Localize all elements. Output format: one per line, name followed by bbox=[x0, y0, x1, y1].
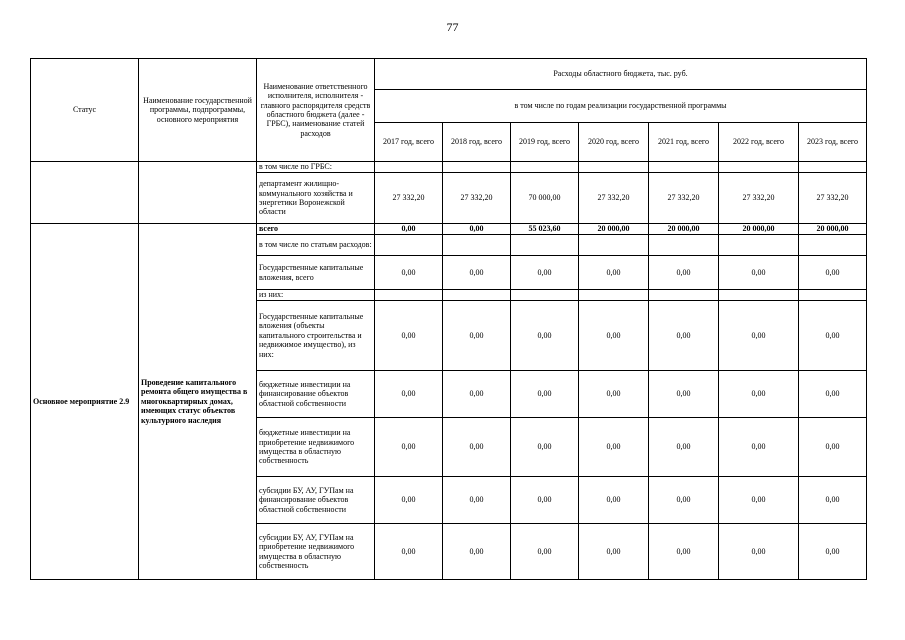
value-cell: 27 332,20 bbox=[579, 173, 649, 224]
value-cell: 27 332,20 bbox=[799, 173, 867, 224]
value-cell: 20 000,00 bbox=[579, 224, 649, 235]
header-year: 2019 год, всего bbox=[511, 123, 579, 162]
value-cell: 0,00 bbox=[443, 256, 511, 290]
value-cell bbox=[579, 290, 649, 301]
header-year: 2023 год, всего bbox=[799, 123, 867, 162]
value-cell: 0,00 bbox=[649, 301, 719, 371]
row-label: бюджетные инвестиции на финансирование объектов областной собственности bbox=[257, 371, 375, 418]
value-cell: 0,00 bbox=[375, 477, 443, 524]
value-cell bbox=[799, 162, 867, 173]
activity-name: Проведение капитального ремонта общего имущества в многоквартирных домах, имеющих статус объектов культурного наследия bbox=[139, 224, 257, 580]
header-year: 2021 год, всего bbox=[649, 123, 719, 162]
value-cell: 0,00 bbox=[511, 371, 579, 418]
value-cell: 0,00 bbox=[443, 418, 511, 477]
value-cell: 20 000,00 bbox=[719, 224, 799, 235]
value-cell: 0,00 bbox=[719, 477, 799, 524]
value-cell bbox=[719, 162, 799, 173]
activity-status: Основное мероприятие 2.9 bbox=[31, 224, 139, 580]
row-label: департамент жилищно-коммунального хозяйства и энергетики Воронежской области bbox=[257, 173, 375, 224]
value-cell: 0,00 bbox=[719, 418, 799, 477]
value-cell: 0,00 bbox=[799, 371, 867, 418]
value-cell bbox=[799, 290, 867, 301]
header-year: 2022 год, всего bbox=[719, 123, 799, 162]
value-cell: 0,00 bbox=[799, 301, 867, 371]
row-label: Государственные капитальные вложения (объекты капитального строительства и недвижимое имущество), из них: bbox=[257, 301, 375, 371]
header-by-years: в том числе по годам реализации государственной программы bbox=[375, 90, 867, 123]
value-cell: 0,00 bbox=[799, 477, 867, 524]
value-cell: 0,00 bbox=[511, 477, 579, 524]
header-status: Статус bbox=[31, 59, 139, 162]
value-cell: 0,00 bbox=[443, 524, 511, 580]
name-cell-empty bbox=[139, 162, 257, 224]
value-cell bbox=[579, 235, 649, 256]
header-expenses: Расходы областного бюджета, тыс. руб. bbox=[375, 59, 867, 90]
value-cell bbox=[443, 290, 511, 301]
page-number: 77 bbox=[446, 20, 459, 34]
value-cell: 0,00 bbox=[375, 256, 443, 290]
value-cell: 0,00 bbox=[649, 256, 719, 290]
value-cell bbox=[579, 162, 649, 173]
header-program-name: Наименование государственной программы, подпрограммы, основного мероприятия bbox=[139, 59, 257, 162]
value-cell: 20 000,00 bbox=[799, 224, 867, 235]
value-cell: 27 332,20 bbox=[719, 173, 799, 224]
value-cell: 0,00 bbox=[443, 477, 511, 524]
value-cell: 0,00 bbox=[443, 371, 511, 418]
value-cell: 0,00 bbox=[443, 224, 511, 235]
value-cell: 0,00 bbox=[799, 256, 867, 290]
row-label: Государственные капитальные вложения, всего bbox=[257, 256, 375, 290]
value-cell: 0,00 bbox=[375, 524, 443, 580]
value-cell bbox=[511, 162, 579, 173]
value-cell: 0,00 bbox=[443, 301, 511, 371]
value-cell: 27 332,20 bbox=[443, 173, 511, 224]
value-cell: 0,00 bbox=[719, 371, 799, 418]
value-cell: 70 000,00 bbox=[511, 173, 579, 224]
row-label: субсидии БУ, АУ, ГУПам на финансирование объектов областной собственности bbox=[257, 477, 375, 524]
value-cell bbox=[719, 290, 799, 301]
value-cell: 20 000,00 bbox=[649, 224, 719, 235]
value-cell: 0,00 bbox=[375, 224, 443, 235]
table-row-total bbox=[31, 224, 867, 235]
value-cell bbox=[649, 235, 719, 256]
value-cell bbox=[649, 290, 719, 301]
row-label: из них: bbox=[257, 290, 375, 301]
row-label: всего bbox=[257, 224, 375, 235]
value-cell bbox=[443, 235, 511, 256]
value-cell: 0,00 bbox=[375, 371, 443, 418]
header-executor: Наименование ответственного исполнителя, исполнителя - главного распорядителя средств областного бюджета (далее - ГРБС), наименование статей расходов bbox=[257, 59, 375, 162]
header-year: 2020 год, всего bbox=[579, 123, 649, 162]
row-label: в том числе по ГРБС: bbox=[257, 162, 375, 173]
value-cell: 0,00 bbox=[799, 418, 867, 477]
header-year: 2018 год, всего bbox=[443, 123, 511, 162]
value-cell bbox=[443, 162, 511, 173]
value-cell bbox=[799, 235, 867, 256]
value-cell: 0,00 bbox=[375, 301, 443, 371]
value-cell: 0,00 bbox=[511, 524, 579, 580]
header-row-1 bbox=[31, 59, 867, 90]
value-cell: 0,00 bbox=[799, 524, 867, 580]
value-cell bbox=[375, 162, 443, 173]
value-cell: 0,00 bbox=[719, 301, 799, 371]
value-cell: 0,00 bbox=[719, 256, 799, 290]
value-cell: 0,00 bbox=[579, 371, 649, 418]
value-cell: 0,00 bbox=[511, 256, 579, 290]
row-label: в том числе по статьям расходов: bbox=[257, 235, 375, 256]
value-cell: 0,00 bbox=[579, 301, 649, 371]
value-cell bbox=[511, 290, 579, 301]
value-cell: 0,00 bbox=[579, 418, 649, 477]
value-cell: 55 023,60 bbox=[511, 224, 579, 235]
value-cell: 0,00 bbox=[579, 477, 649, 524]
status-cell-empty bbox=[31, 162, 139, 224]
value-cell: 0,00 bbox=[719, 524, 799, 580]
row-label: бюджетные инвестиции на приобретение недвижимого имущества в областную собственность bbox=[257, 418, 375, 477]
budget-table bbox=[30, 58, 867, 580]
value-cell: 0,00 bbox=[649, 418, 719, 477]
value-cell: 27 332,20 bbox=[649, 173, 719, 224]
value-cell bbox=[511, 235, 579, 256]
value-cell: 0,00 bbox=[511, 418, 579, 477]
row-label: субсидии БУ, АУ, ГУПам на приобретение недвижимого имущества в областную собственность bbox=[257, 524, 375, 580]
table-row bbox=[31, 162, 867, 173]
value-cell: 0,00 bbox=[579, 256, 649, 290]
value-cell: 0,00 bbox=[649, 371, 719, 418]
value-cell: 0,00 bbox=[649, 524, 719, 580]
value-cell bbox=[719, 235, 799, 256]
value-cell: 0,00 bbox=[649, 477, 719, 524]
value-cell: 0,00 bbox=[579, 524, 649, 580]
header-year: 2017 год, всего bbox=[375, 123, 443, 162]
value-cell: 0,00 bbox=[511, 301, 579, 371]
value-cell bbox=[649, 162, 719, 173]
value-cell: 0,00 bbox=[375, 418, 443, 477]
value-cell bbox=[375, 235, 443, 256]
value-cell bbox=[375, 290, 443, 301]
value-cell: 27 332,20 bbox=[375, 173, 443, 224]
